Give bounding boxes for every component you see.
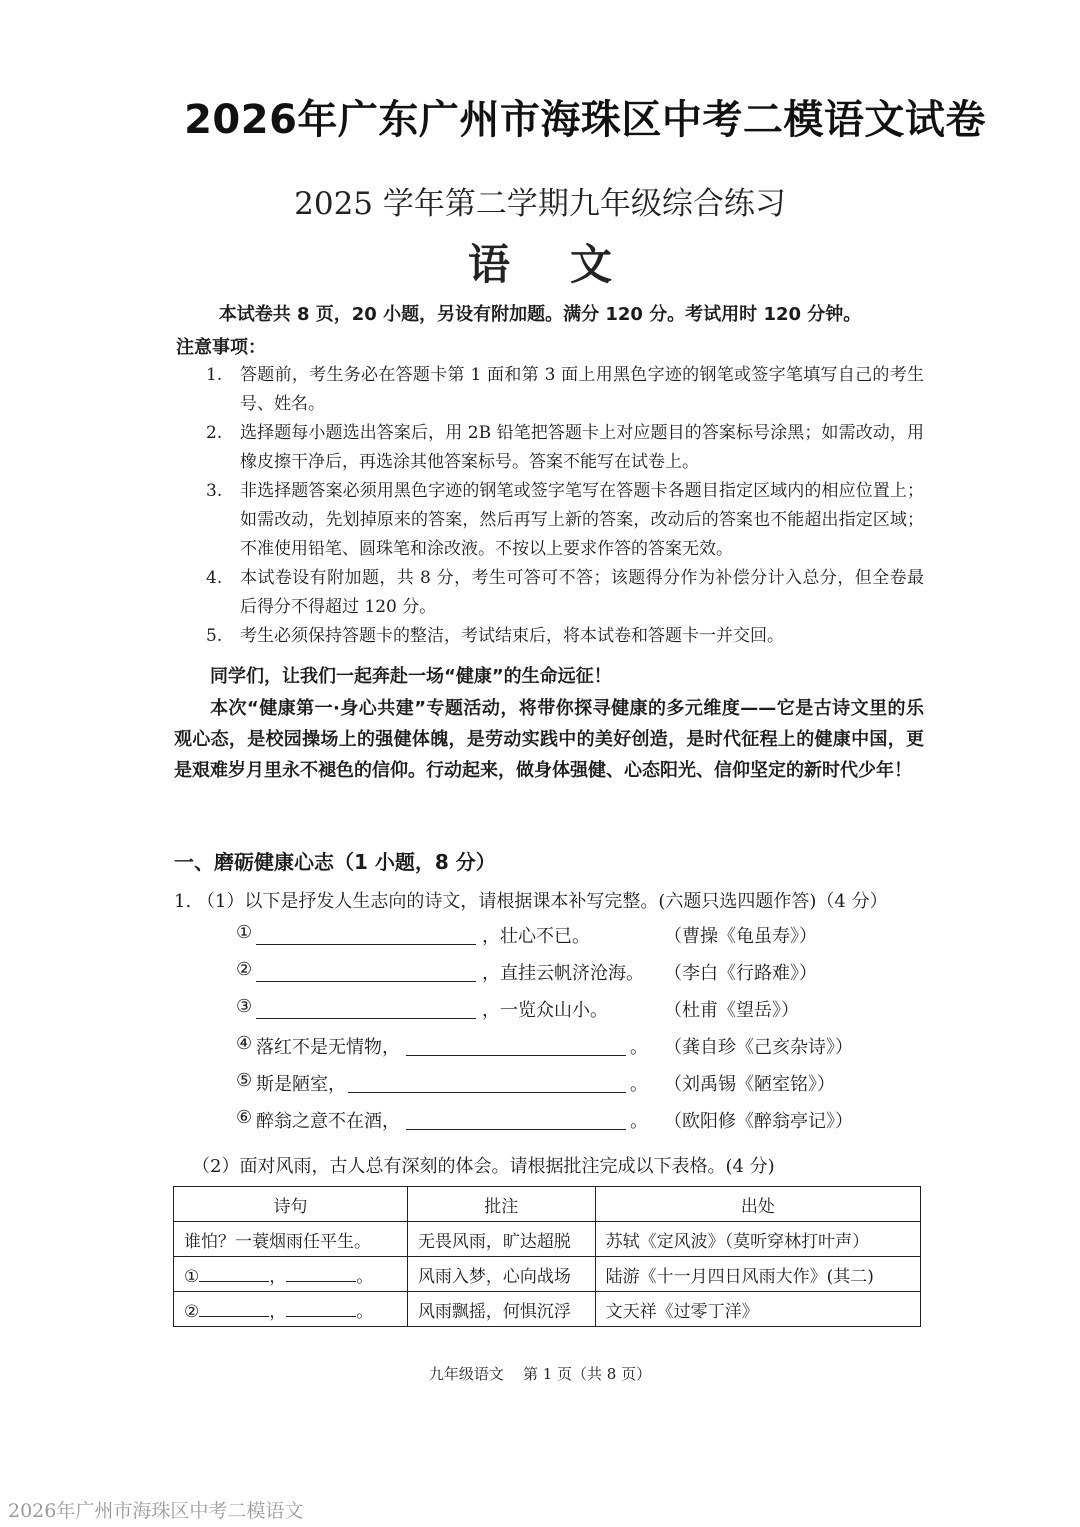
note-text: 选择题每小题选出答案后，用 2B 铅笔把答题卡上对应题目的答案标号涂黑；如需改动，用橡皮擦干净后，再选涂其他答案标号。答案不能写在试卷上。 [240,423,924,472]
source-cell: 文天祥《过零丁洋》 [595,1292,920,1327]
page-footer: 九年级语文 第 1 页（共 8 页） [428,1365,652,1383]
source-cell: 陆游《十一月四日风雨大作》(其二) [595,1257,920,1292]
poem-text: 斯是陋室， [256,1074,346,1095]
table-row [174,1292,921,1327]
note-number: 2. [206,423,223,443]
poetry-table [173,1186,921,1327]
answer-blank[interactable] [348,1092,626,1093]
poem-source: （欧阳修《醉翁亭记》） [664,1111,853,1132]
question-1-part-2: （2）面对风雨，古人总有深刻的体会。请根据批注完成以下表格。(4 分) [192,1156,775,1177]
answer-blank[interactable] [199,1300,269,1317]
item-mark: ⑥ [236,1107,253,1128]
poem-row [236,1107,936,1144]
poem-row [236,959,936,996]
poem-line-cell [174,1257,408,1292]
item-mark: ③ [236,996,253,1017]
poem-end: 。 [630,1037,648,1058]
poem-line-cell: 谁怕？一蓑烟雨任平生。 [174,1222,408,1257]
table-header-row [174,1187,921,1222]
item-mark: ⑤ [236,1070,253,1091]
poem-fill-list [236,922,936,1144]
poem-text: ，一览众山小。 [482,1000,608,1021]
section-heading: 一、磨砺健康心志（1 小题，8 分） [174,850,496,874]
subject-title: 语文 [467,240,672,289]
answer-blank[interactable] [286,1265,356,1282]
note-item [206,622,924,651]
poem-row [236,1070,936,1107]
annotation-cell: 风雨入梦，心向战场 [407,1257,595,1292]
note-text: 答题前，考生务必在答题卡第 1 面和第 3 面上用黑色字迹的钢笔或签字笔填写自己的考生号、姓名。 [240,365,924,414]
poem-row [236,1033,936,1070]
separator: ， [269,1301,287,1322]
poem-line-cell [174,1292,408,1327]
note-item [206,564,924,622]
item-mark: ④ [236,1033,253,1054]
header-annotation: 批注 [407,1187,595,1222]
item-mark: ① [236,922,253,943]
poem-end: 。 [630,1111,648,1132]
poem-text: 醉翁之意不在酒， [256,1111,400,1132]
poem-source: （曹操《龟虽寿》） [664,926,817,947]
poem-source: （杜甫《望岳》） [664,1000,799,1021]
separator: ， [269,1266,287,1287]
answer-blank[interactable] [406,1055,626,1056]
answer-blank[interactable] [199,1265,269,1282]
answer-blank[interactable] [256,944,476,945]
poem-row [236,996,936,1033]
header-source: 出处 [595,1187,920,1222]
note-text: 非选择题答案必须用黑色字迹的钢笔或签字笔写在答题卡各题目指定区域内的相应位置上；如需改动，先划掉原来的答案，然后再写上新的答案，改动后的答案也不能超出指定区域；不准使用铅笔、圆珠笔和涂改液。不按以上要求作答的答案无效。 [240,481,924,559]
annotation-cell: 风雨飘摇，何惧沉浮 [407,1292,595,1327]
source-cell: 苏轼《定风波》（莫听穿林打叶声） [595,1222,920,1257]
poem-text: ，壮心不已。 [482,926,590,947]
poem-source: （刘禹锡《陋室铭》） [664,1074,835,1095]
intro-paragraph: 本次“健康第一·身心共建”专题活动，将带你探寻健康的多元维度——它是古诗文里的乐观心态，是校园操场上的强健体魄，是劳动实践中的美好创造，是时代征程上的健康中国，更是艰难岁月里永不褪色的信仰。行动起来，做身体强健、心态阳光、信仰坚定的新时代少年！ [174,698,924,781]
answer-blank[interactable] [286,1300,356,1317]
note-text: 本试卷设有附加题，共 8 分，考生可答可不答；该题得分作为补偿分计入总分，但全卷最后得分不得超过 120 分。 [240,568,924,617]
note-item [206,477,924,564]
greeting: 同学们，让我们一起奔赴一场“健康”的生命远征！ [210,666,612,687]
annotation-cell: 无畏风雨，旷达超脱 [407,1222,595,1257]
page-banner-title: 2026年广东广州市海珠区中考二模语文试卷 [184,97,986,143]
notes-title: 注意事项： [176,337,266,358]
poem-row [236,922,936,959]
table-row [174,1222,921,1257]
note-item [206,419,924,477]
watermark-text: 2026年广州市海珠区中考二模语文 [8,1500,304,1522]
note-item [206,361,924,419]
header-poem-line: 诗句 [174,1187,408,1222]
notes-list [206,361,924,651]
exam-subtitle: 2025 学年第二学期九年级综合练习 [294,186,786,222]
poem-source: （龚自珍《己亥杂诗》） [664,1037,853,1058]
answer-blank[interactable] [406,1129,626,1130]
exam-info: 本试卷共 8 页，20 小题，另设有附加题。满分 120 分。考试用时 120 分钟。 [218,304,862,325]
poem-source: （李白《行路难》） [664,963,817,984]
line-end: 。 [356,1301,374,1322]
note-number: 5. [206,626,223,646]
note-text: 考生必须保持答题卡的整洁，考试结束后，将本试卷和答题卡一并交回。 [240,626,784,646]
table-row [174,1257,921,1292]
answer-blank[interactable] [256,1018,476,1019]
item-mark: ② [236,959,253,980]
question-1-part-1: 1. （1）以下是抒发人生志向的诗文，请根据课本补写完整。(六题只选四题作答)（4 分） [174,891,888,912]
poem-text: ，直挂云帆济沧海。 [482,963,644,984]
item-mark: ② [184,1301,200,1322]
note-number: 4. [206,568,223,588]
poem-text: 落红不是无情物， [256,1037,400,1058]
note-number: 3. [206,481,223,501]
note-number: 1. [206,365,223,385]
item-mark: ① [184,1266,200,1287]
poem-end: 。 [630,1074,648,1095]
answer-blank[interactable] [256,981,476,982]
line-end: 。 [356,1266,374,1287]
